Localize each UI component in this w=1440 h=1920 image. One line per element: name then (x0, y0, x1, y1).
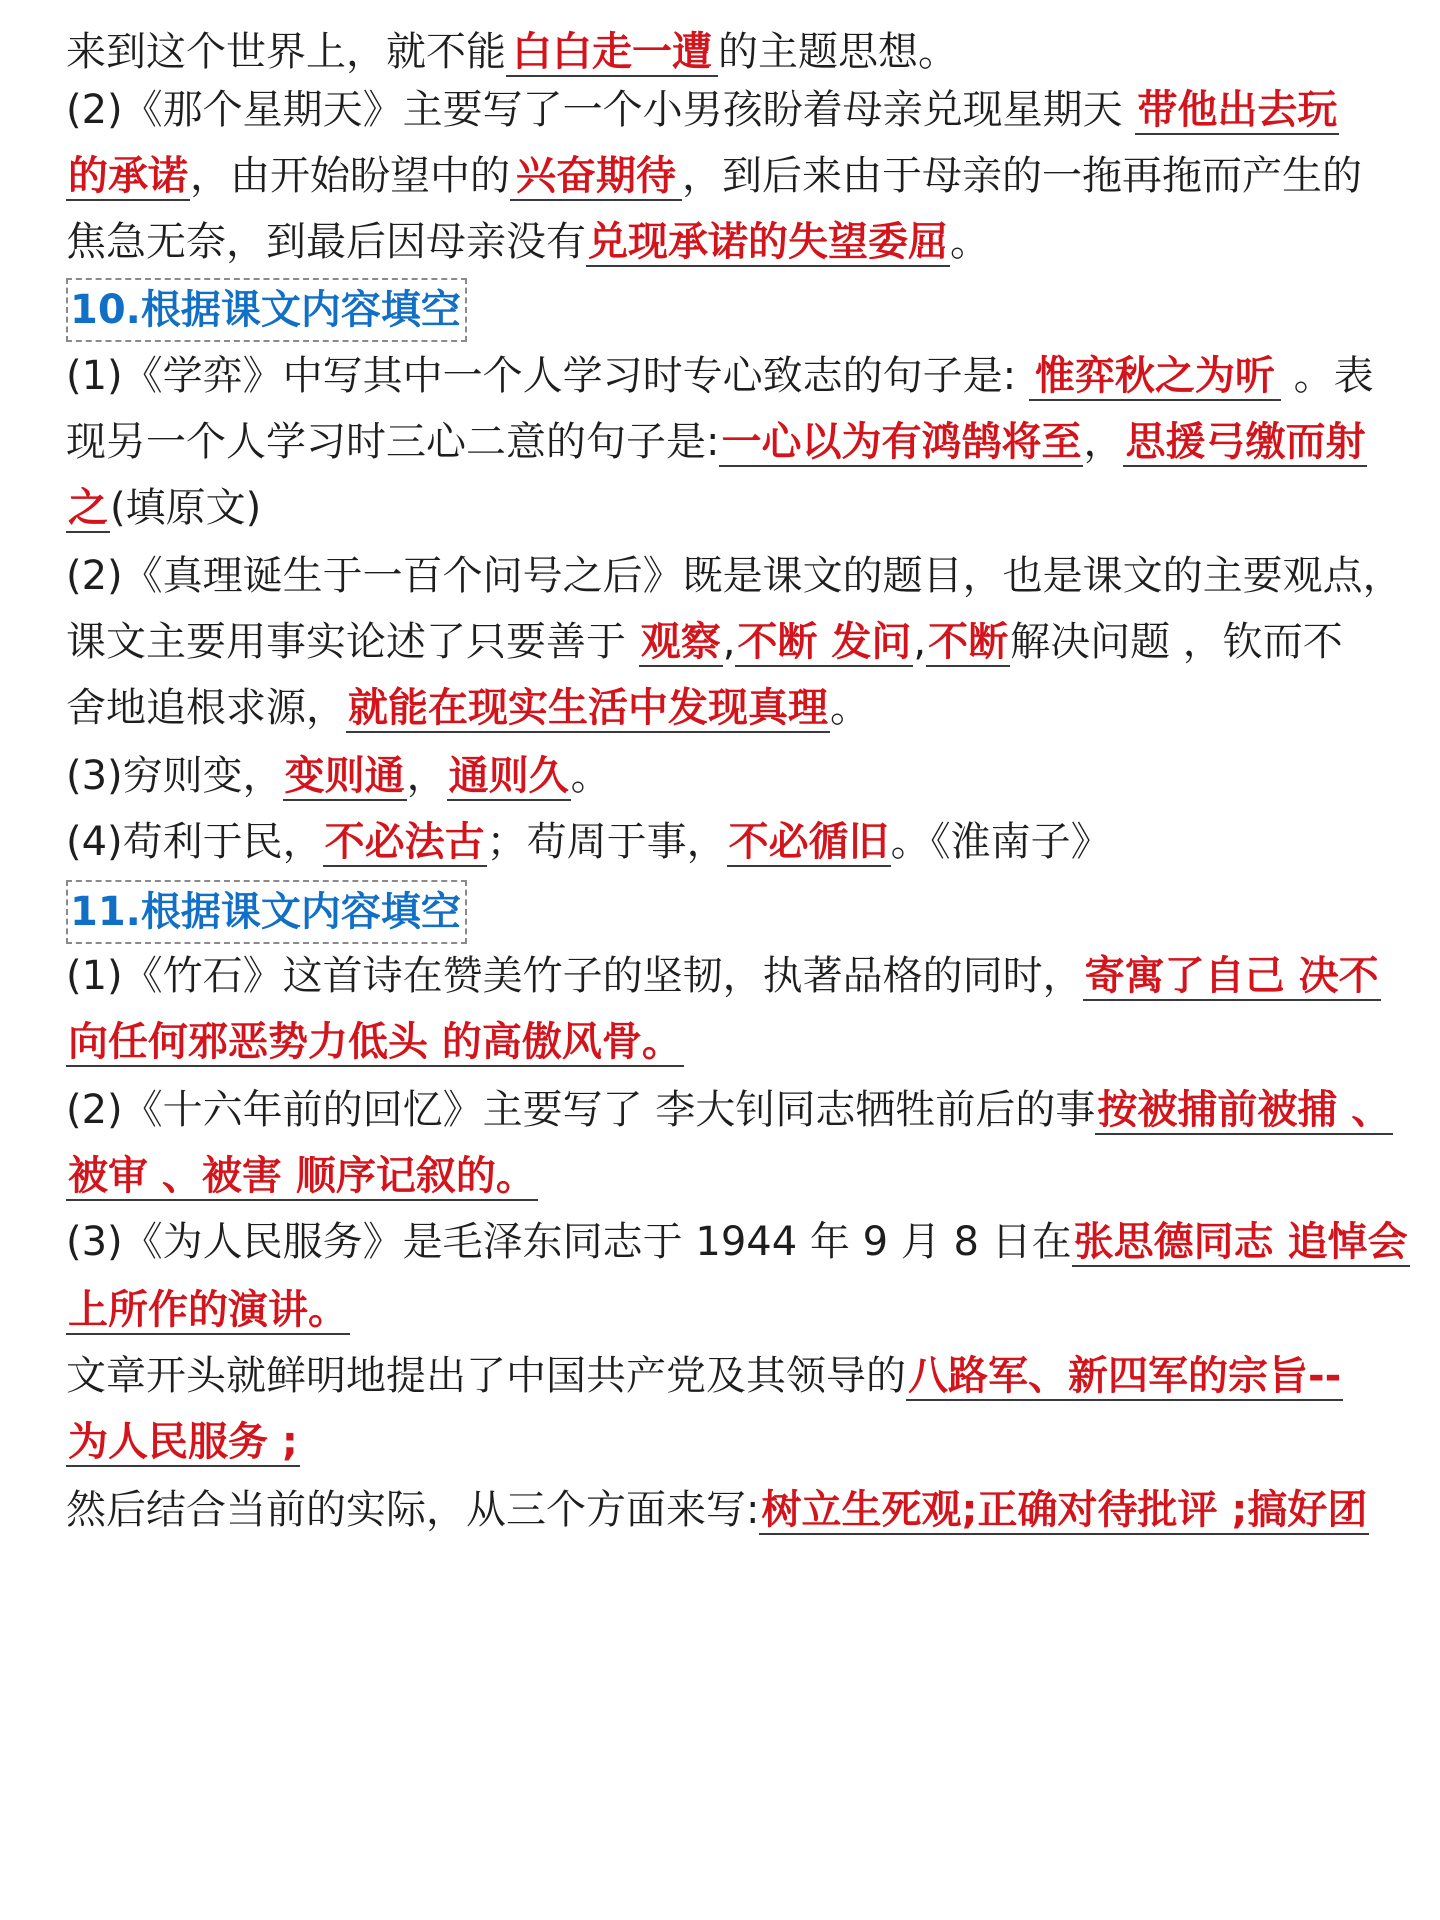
answer-blank: 一心以为有鸿鹄将至 (721, 419, 1082, 465)
text: ， (1083, 419, 1124, 465)
answer-blank: 的承诺 (68, 153, 188, 199)
text-line (66, 1080, 1392, 1140)
text: , (722, 619, 736, 665)
text: 课文主要用事实论述了只要善于 (66, 619, 639, 665)
text: 。 (570, 753, 611, 799)
text-line (66, 146, 1366, 206)
answer-blank: 兑现承诺的失望委屈 (588, 219, 948, 265)
answer-blank: 观察 (640, 619, 721, 665)
text-line (66, 212, 1366, 272)
text: 。 (830, 685, 870, 731)
text: ，到后来由于母亲的一拖再拖而产生的 (682, 153, 1362, 199)
text-line (66, 746, 1366, 806)
text-line (66, 946, 1379, 1006)
text-line (66, 1412, 1366, 1472)
text-line (66, 1146, 1366, 1206)
answer-blank: 张思德同志 追悼会 (1073, 1219, 1408, 1265)
answer-blank: 变则通 (284, 753, 405, 799)
text-line (66, 22, 1366, 82)
answer-blank: 为人民服务 ; (68, 1419, 298, 1465)
text: (2)《真理诞生于一百个问号之后》既是课文的题目，也是课文的主要观点， (66, 553, 1403, 599)
answer-blank: 向任何邪恶势力低头 的高傲风骨。 (68, 1019, 682, 1065)
text: , (913, 619, 927, 665)
text: 然后结合当前的实际，从三个方面来写: (66, 1487, 760, 1533)
text-line (66, 812, 1366, 872)
answer-blank: 上所作的演讲。 (68, 1287, 348, 1333)
answer-blank: 不必法古 (324, 819, 485, 865)
text: 。 (950, 219, 990, 265)
answer-blank: 兴奋期待 (510, 153, 682, 201)
text: (1)《竹石》这首诗在赞美竹子的坚韧，执著品格的同时， (66, 953, 1083, 999)
answer-blank: 通则久 (448, 753, 569, 799)
text: 。《淮南子》 (890, 819, 1111, 865)
answer-blank: 思援弓缴而射 (1125, 419, 1366, 465)
answer-blank: 白白走一遭 (506, 29, 718, 77)
text: (1)《学弈》中写其中一个人学习时专心致志的句子是: (66, 353, 1029, 399)
text-line (66, 1212, 1408, 1272)
text-line (66, 346, 1374, 406)
answer-blank: 不断 发问 (737, 619, 912, 665)
text: (2)《十六年前的回忆》主要写了 李大钊同志牺牲前后的事 (66, 1087, 1096, 1133)
text: 来到这个世界上，就不能 (66, 29, 506, 75)
text-line (66, 80, 1366, 140)
text: (填原文) (110, 485, 262, 531)
text: ， (406, 753, 447, 799)
text: 现另一个人学习时三心二意的句子是: (66, 419, 720, 465)
answer-blank: 之 (68, 485, 108, 531)
text-line (66, 1346, 1366, 1406)
answer-blank: 寄寓了自己 决不 (1084, 953, 1379, 999)
text: 焦急无奈，到最后因母亲没有 (66, 219, 586, 265)
text: ，由开始盼望中的 (190, 153, 510, 199)
answer-blank: 带他出去玩 (1137, 87, 1338, 133)
text: 文章开头就鲜明地提出了中国共产党及其领导的 (66, 1353, 906, 1399)
section-heading-11: 11.根据课文内容填空 (66, 880, 467, 944)
text-line (66, 1480, 1366, 1540)
text-line (66, 1280, 1366, 1340)
text-line (66, 1012, 1366, 1072)
text: (3)《为人民服务》是毛泽东同志于 1944 年 9 月 8 日在 (66, 1219, 1072, 1265)
text: 解决问题 ，钦而不 (1010, 619, 1343, 665)
text-line (66, 412, 1366, 472)
text-line (66, 546, 1403, 606)
text-line (66, 678, 1366, 738)
text: ；苟周于事， (486, 819, 727, 865)
section-heading-10: 10.根据课文内容填空 (66, 278, 467, 342)
answer-blank: 不断 (928, 619, 1009, 665)
answer-blank: 八路军、新四军的宗旨-- (908, 1353, 1342, 1399)
text: 。表 (1280, 353, 1374, 399)
text: (2)《那个星期天》主要写了一个小男孩盼着母亲兑现星期天 (66, 87, 1136, 133)
answer-blank: 惟弈秋之为听 (1029, 353, 1281, 401)
answer-blank: 就能在现实生活中发现真理 (348, 685, 828, 731)
answer-blank: 不必循旧 (728, 819, 889, 865)
text: 舍地追根求源， (66, 685, 346, 731)
text-line (66, 478, 1366, 538)
answer-blank: 被审 、被害 顺序记叙的。 (68, 1153, 536, 1199)
text: 的主题思想。 (718, 29, 958, 75)
text-line (66, 612, 1366, 672)
text: (3)穷则变， (66, 753, 283, 799)
answer-blank: 树立生死观;正确对待批评 ;搞好团 (761, 1487, 1368, 1533)
answer-blank: 按被捕前被捕 、 (1097, 1087, 1392, 1133)
text: (4)苟利于民， (66, 819, 323, 865)
